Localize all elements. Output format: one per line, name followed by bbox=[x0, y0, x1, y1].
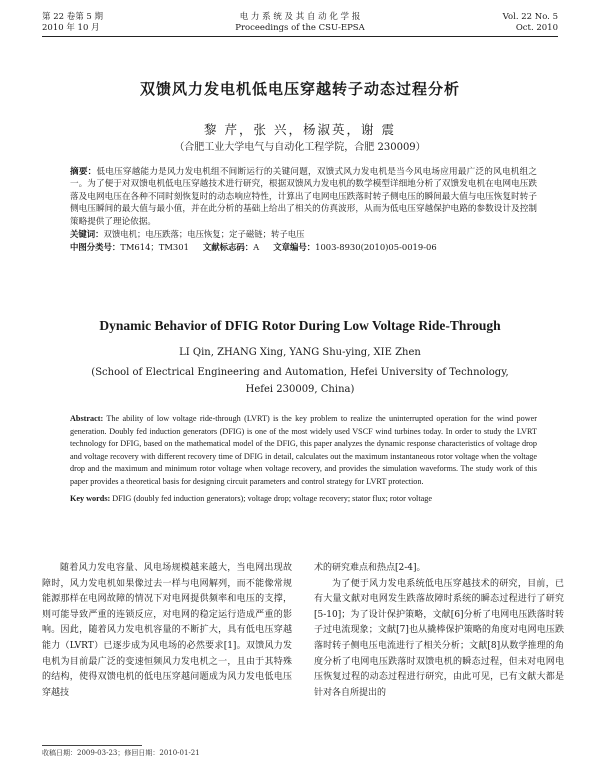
abstract-cn bbox=[70, 166, 537, 254]
keywords-cn-label: 关键词： bbox=[70, 229, 104, 240]
body-column-right bbox=[314, 561, 564, 701]
header-rule bbox=[42, 36, 558, 37]
footnote: 收稿日期：2009-03-23；修回日期：2010-01-21 bbox=[42, 749, 200, 757]
abstract-en-label: Abstract: bbox=[70, 414, 104, 423]
paper-title-en: Dynamic Behavior of DFIG Rotor During Low Voltage Ride-Through bbox=[99, 318, 501, 333]
journal-cn: 电 力 系 统 及 其 自 动 化 学 报 bbox=[239, 12, 361, 22]
keywords-en bbox=[70, 493, 537, 506]
class-number bbox=[70, 241, 189, 253]
class-number-value: TM614；TM301 bbox=[120, 242, 189, 253]
authors-en: LI Qin, ZHANG Xing, YANG Shu-ying, XIE Zhen bbox=[179, 347, 421, 358]
classification-row bbox=[70, 241, 537, 253]
header-center bbox=[42, 12, 558, 34]
abstract-cn-body bbox=[70, 166, 537, 228]
paper-title-cn: 双馈风力发电机低电压穿越转子动态过程分析 bbox=[139, 80, 460, 98]
authors-cn: 黎 芹，张 兴，杨淑英，谢 震 bbox=[204, 122, 396, 137]
running-header bbox=[42, 12, 558, 36]
keywords-cn-text: 双馈电机；电压跌落；电压恢复；定子磁链；转子电压 bbox=[103, 229, 305, 240]
affiliation-en-line2: Hefei 230009, China) bbox=[245, 384, 355, 395]
keywords-en-text: DFIG (doubly fed induction generators); voltage drop; voltage recovery; stator flux; rotor voltage bbox=[112, 493, 432, 503]
body-right-para2: 为了便于风力发电系统低电压穿越技术的研究，目前，已有大量文献对电网发生跌落故障时系统的瞬态过程进行了研究[5-10]；为了设计保护策略，文献[6]分析了电网电压跌落时转子过电流现象；文献[7]也从撬棒保护策略的角度对电网电压跌落时转子侧电压电流进行了相关分析；文献[8]从数学推理的角度分析了电网电压跌落时双馈电机的瞬态过程，但未对电网电压恢复过程的动态过程进行研究，由此可见，已有文献大都是针对各自所提出的 bbox=[314, 578, 564, 698]
doc-code-value: A bbox=[253, 242, 260, 253]
issue-cn: 第 22 卷第 5 期 bbox=[42, 12, 104, 22]
article-number-label: 文章编号： bbox=[273, 242, 316, 253]
header-right bbox=[503, 12, 558, 34]
date-cn: 2010 年 10 月 bbox=[42, 23, 100, 33]
abstract-en-body bbox=[70, 413, 537, 489]
body-column-left: 随着风力发电容量、风电场规模越来越大，当电网出现故障时，风力发电机如果像过去一样与电网解列，而不能像常规能源那样在电网故障的情况下对电网提供频率和电压的支撑，则可能导致严重的连锁反应，对电网的稳定运行造成严重的影响。因此，随着风力发电机容量的不断扩大，具有低电压穿越能力（LVRT）已逐步成为风电场的必然要求[1]。双馈风力发电机为目前最广泛的变速恒频风力发电机之一，且由于其特殊的结构，使得双馈电机的低电压穿越问题成为风力发电低电压穿越技 bbox=[42, 563, 292, 698]
journal-en: Proceedings of the CSU-EPSA bbox=[235, 23, 365, 33]
vol-en: Vol. 22 No. 5 bbox=[502, 12, 558, 22]
abstract-en bbox=[70, 413, 537, 505]
abstract-cn-text: 低电压穿越能力是风力发电机组不间断运行的关键问题，双馈式风力发电机是当今风电场应用最广泛的风电机组之一。为了便于对双馈电机低电压穿越技术进行研究，根据双馈风力发电机的数学模型详细地分析了双馈发电机在电网电压跌落及电网电压在各种不同时刻恢复时的动态响应特性，计算出了电网电压跌落时转子侧电压的瞬间最大值与电压恢复时转子侧电压瞬间的最大值与最小值，并在此分析的基础上给出了相关的仿真波形，从而为低电压穿越保护电路的参数设计及控制策略提供了理论依据。 bbox=[70, 167, 537, 227]
keywords-cn bbox=[70, 228, 537, 240]
abstract-cn-label: 摘要： bbox=[70, 167, 97, 177]
affiliation-en-line1: (School of Electrical Engineering and Automation, Hefei University of Technology, bbox=[91, 367, 509, 378]
body-right-para1: 术的研究难点和热点[2-4]。 bbox=[314, 563, 426, 573]
doc-code-label: 文献标志码： bbox=[202, 242, 254, 253]
footnote-rule bbox=[42, 745, 142, 746]
affiliation-cn: （合肥工业大学电气与自动化工程学院，合肥 230009） bbox=[174, 142, 426, 153]
affiliation-en bbox=[0, 364, 600, 398]
article-number-value: 1003-8930(2010)05-0019-06 bbox=[315, 242, 437, 253]
abstract-en-text: The ability of low voltage ride-through (LVRT) is the key problem to realize the uninterrupted operation for the wind power generation. Doubly fed induction generators (DFIG) is one of the most widely used VSCF wind turbines today. In order to study the LVRT technology for DFIG, based on the mathematical model of the DFIG, this paper analyzes the dynamic response characteristics of voltage drop and voltage recovery with different recovery time of DFIG in detail, calculates out the maximum instantaneous rotor voltage when the voltage drop and the maximum and minimum rotor voltage when voltage recovery, and provides the simulation waveforms. The study work of this paper provides a theoretical basis for designing circuit parameters and control strategy for LVRT protection. bbox=[70, 414, 538, 486]
date-en: Oct. 2010 bbox=[515, 23, 558, 33]
article-number bbox=[273, 241, 436, 253]
class-number-label: 中图分类号： bbox=[70, 242, 121, 253]
doc-code bbox=[203, 241, 259, 253]
keywords-en-label: Key words: bbox=[70, 493, 111, 503]
